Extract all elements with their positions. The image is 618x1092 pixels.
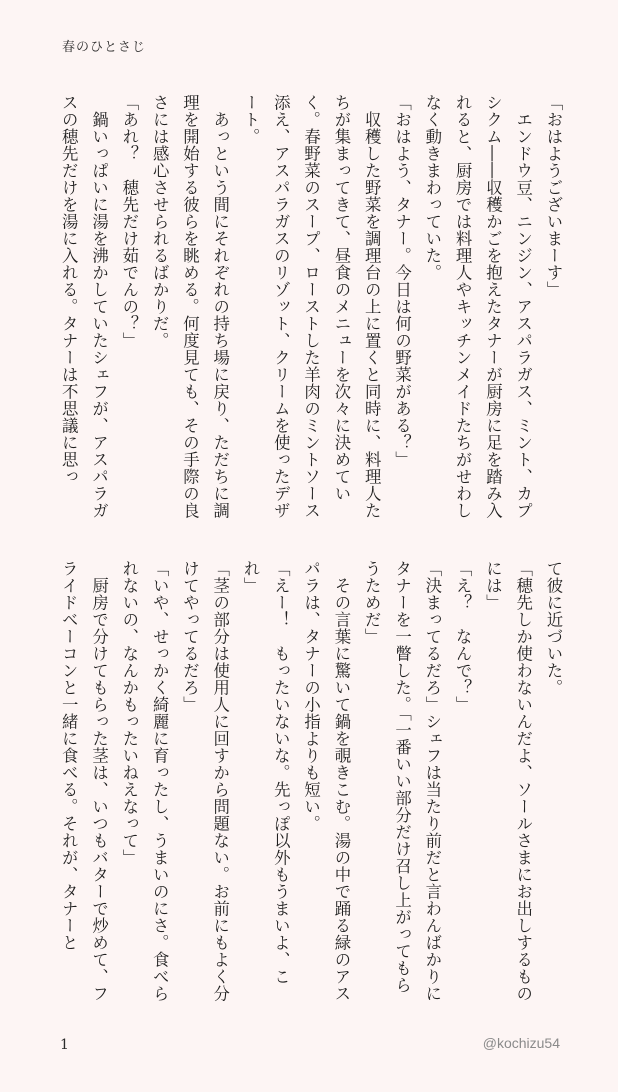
paragraph: て彼に近づいた。: [544, 560, 563, 696]
page-number: 1: [60, 1037, 69, 1053]
paragraph: あっという間にそれぞれの持ち場に戻り、ただちに調理を開始する彼らを眺める。何度見ても、その手際の良さには感心させられるばかりだ。: [150, 94, 230, 519]
paragraph: 「おはようございまーす」: [544, 94, 563, 298]
paragraph: 鍋いっぱいに湯を沸かしていたシェフが、アスパラガスの穂先だけを湯に入れる。タナーは不思議に思っ: [59, 94, 109, 519]
paragraph: 収穫した野菜を調理台の上に置くと同時に、料理人たちが集まってきて、昼食のメニューを次々に決めていく。春野菜のスープ、ローストした羊肉のミントソース添え、アスパラガスのリゾット、クリームを使ったデザート。: [241, 94, 382, 519]
text-block-upper: [48, 94, 568, 532]
page-title: 春のひとさじ: [62, 40, 147, 55]
paragraph: 厨房で分けてもらった茎は、いつもバターで炒めて、フライドベーコンと一緒に食べる。それが、タナーと: [59, 560, 109, 1002]
paragraph: 「え？ なんで？」: [453, 560, 473, 713]
paragraph: 「えー！ もったいないな。先っぽ以外もうまいよ、これ」: [241, 560, 291, 985]
paragraph: 「おはよう、タナー。今日は何の野菜がある？」: [392, 94, 412, 468]
text-block-lower: [48, 560, 568, 1008]
author-handle: @kochizu54: [482, 1035, 560, 1051]
paragraph: 「あれ？ 穂先だけ茹でんの？」: [119, 94, 139, 349]
paragraph: 「決まってるだろ」シェフは当たり前だと言わんばかりにタナーを一瞥した。「一番いい部分だけ召し上がってもらうためだ」: [362, 560, 442, 1002]
paragraph: エンドウ豆、ニンジン、アスパラガス、ミント、カプシクム――収穫かごを抱えたタナーが厨房に足を踏み入れると、厨房では料理人やキッチンメイドたちがせわしなく動きまわっていた。: [422, 94, 533, 519]
paragraph: その言葉に驚いて鍋を覗きこむ。湯の中で踊る緑のアスパラは、タナーの小指よりも短い。: [301, 560, 351, 1002]
paragraph: 「茎の部分は使用人に回すから問題ない。お前にもよく分けてやってるだろ」: [180, 560, 230, 1002]
paragraph: 「いや、せっかく綺麗に育ったし、うまいのにさ。食べられないの、なんかもったいねえなって」: [119, 560, 170, 1002]
paragraph: 「穂先しか使わないんだよ、ソールさまにお出しするものには」: [483, 560, 533, 1002]
